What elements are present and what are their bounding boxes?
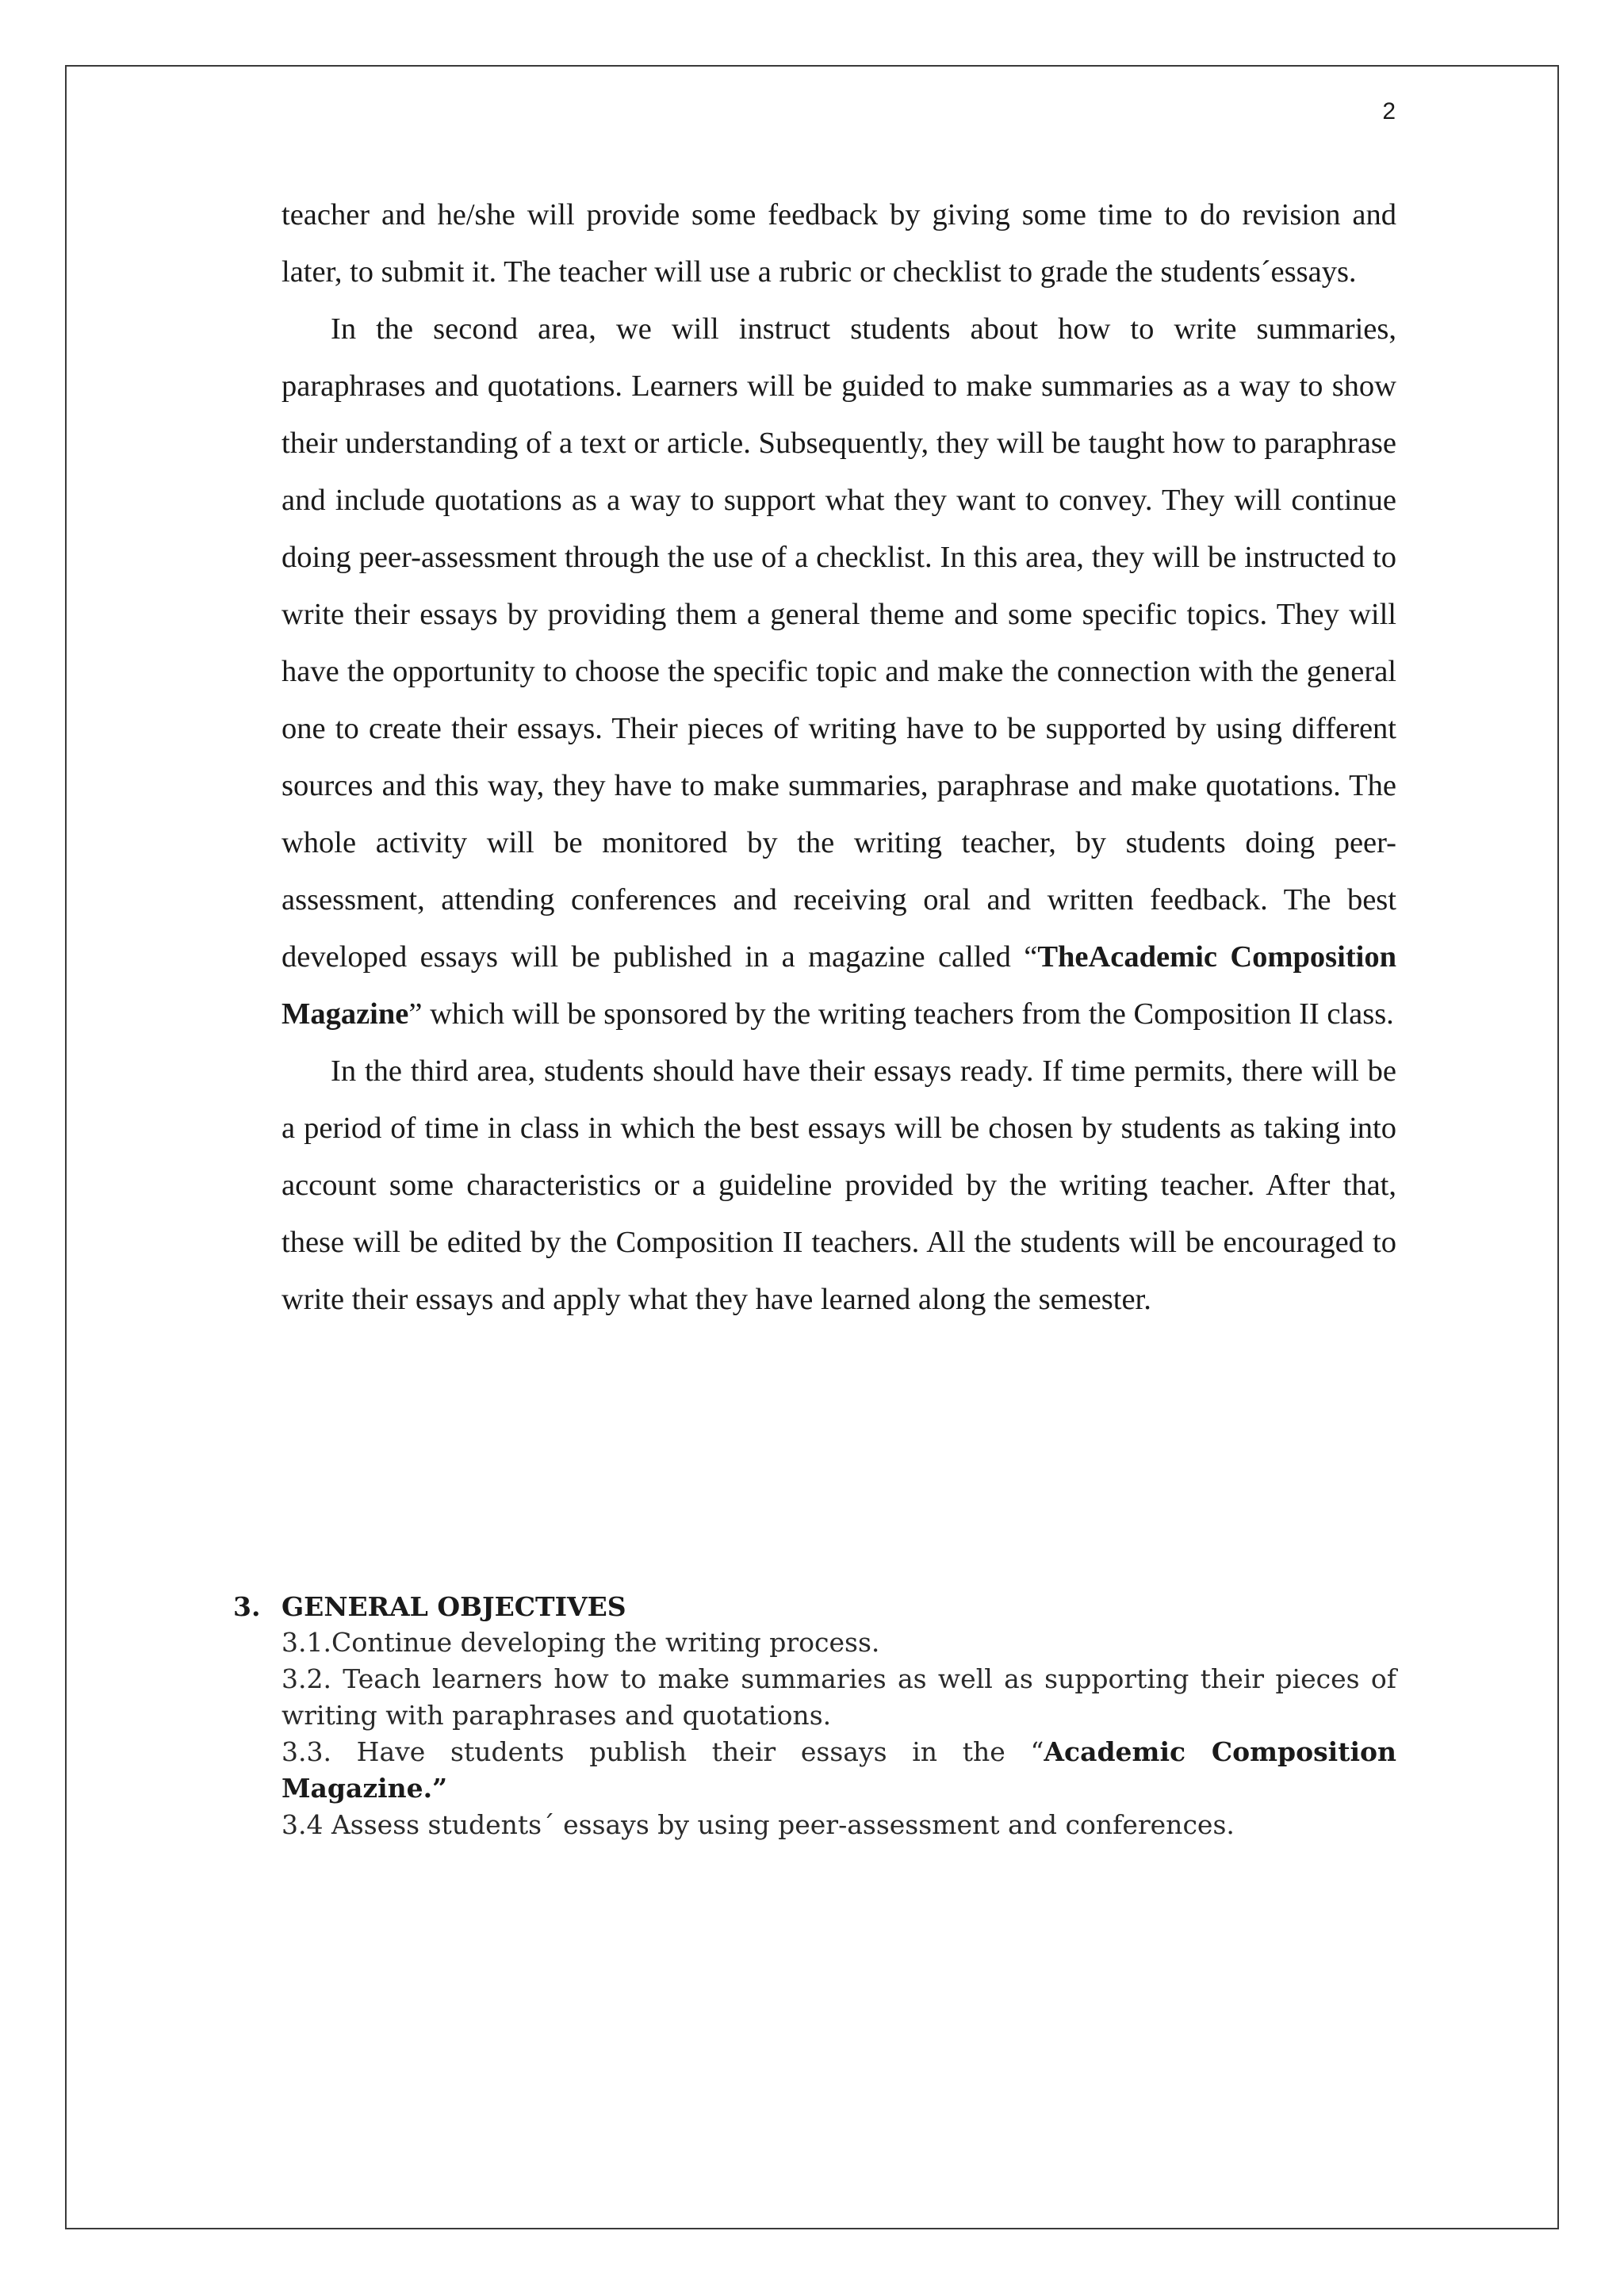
body-text	[282, 186, 1396, 1328]
general-objectives-section	[233, 1590, 1396, 1843]
paragraph-continuation: teacher and he/she will provide some feedback by giving some time to do revision and later, to submit it. The teacher will use a rubric or checklist to grade the students´essays.	[282, 198, 1396, 289]
objective-item: 3.4 Assess students´ essays by using peer-assessment and conferences.	[282, 1809, 1235, 1840]
objectives-list	[233, 1624, 1396, 1843]
objective-item	[282, 1734, 1396, 1807]
paragraph-second-area-text: In the second area, we will instruct students about how to write summaries, paraphrases and quotations. Learners will be guided to make summaries as a way to show their understanding of a text or article. Subsequently, they will be taught how to paraphrase and include quotations as a way to support what they want to convey. They will continue doing peer-assessment through the use of a checklist. In this area, they will be instructed to write their essays by providing them a general theme and some specific topics. They will have the opportunity to choose the specific topic and make the connection with the general one to create their essays. Their pieces of writing have to be supported by using different sources and this way, they have to make summaries, paraphrase and make quotations. The whole activity will be monitored by the writing teacher, by students doing peer-assessment, attending conferences and receiving oral and written feedback. The best developed essays will be published in a magazine called “	[282, 312, 1396, 974]
page-number: 2	[1382, 98, 1396, 124]
paragraph-second-area	[282, 300, 1396, 1043]
paragraph-third-area: In the third area, students should have their essays ready. If time permits, there will be a period of time in class in which the best essays will be chosen by students as taking into account some characteristics or a guideline provided by the writing teacher. After that, these will be edited by the Composition II teachers. All the students will be encouraged to write their essays and apply what they have learned along the semester.	[282, 1054, 1396, 1316]
section-title: GENERAL OBJECTIVES	[282, 1591, 626, 1622]
magazine-name: TheAcademic Composition Magazine	[282, 940, 1396, 1031]
section-heading	[233, 1590, 1396, 1624]
section-number: 3.	[233, 1591, 261, 1622]
objective-item: 3.1.Continue developing the writing process.	[282, 1627, 880, 1658]
objective-item: 3.2. Teach learners how to make summaries as well as supporting their pieces of writing with paraphrases and quotations.	[282, 1663, 1396, 1731]
objective-text: 3.3. Have students publish their essays in the “	[282, 1736, 1044, 1767]
paragraph-second-area-end: ” which will be sponsored by the writing teachers from the Composition II class.	[408, 997, 1394, 1031]
magazine-name-emphasis: Academic Composition Magazine.”	[282, 1736, 1396, 1804]
